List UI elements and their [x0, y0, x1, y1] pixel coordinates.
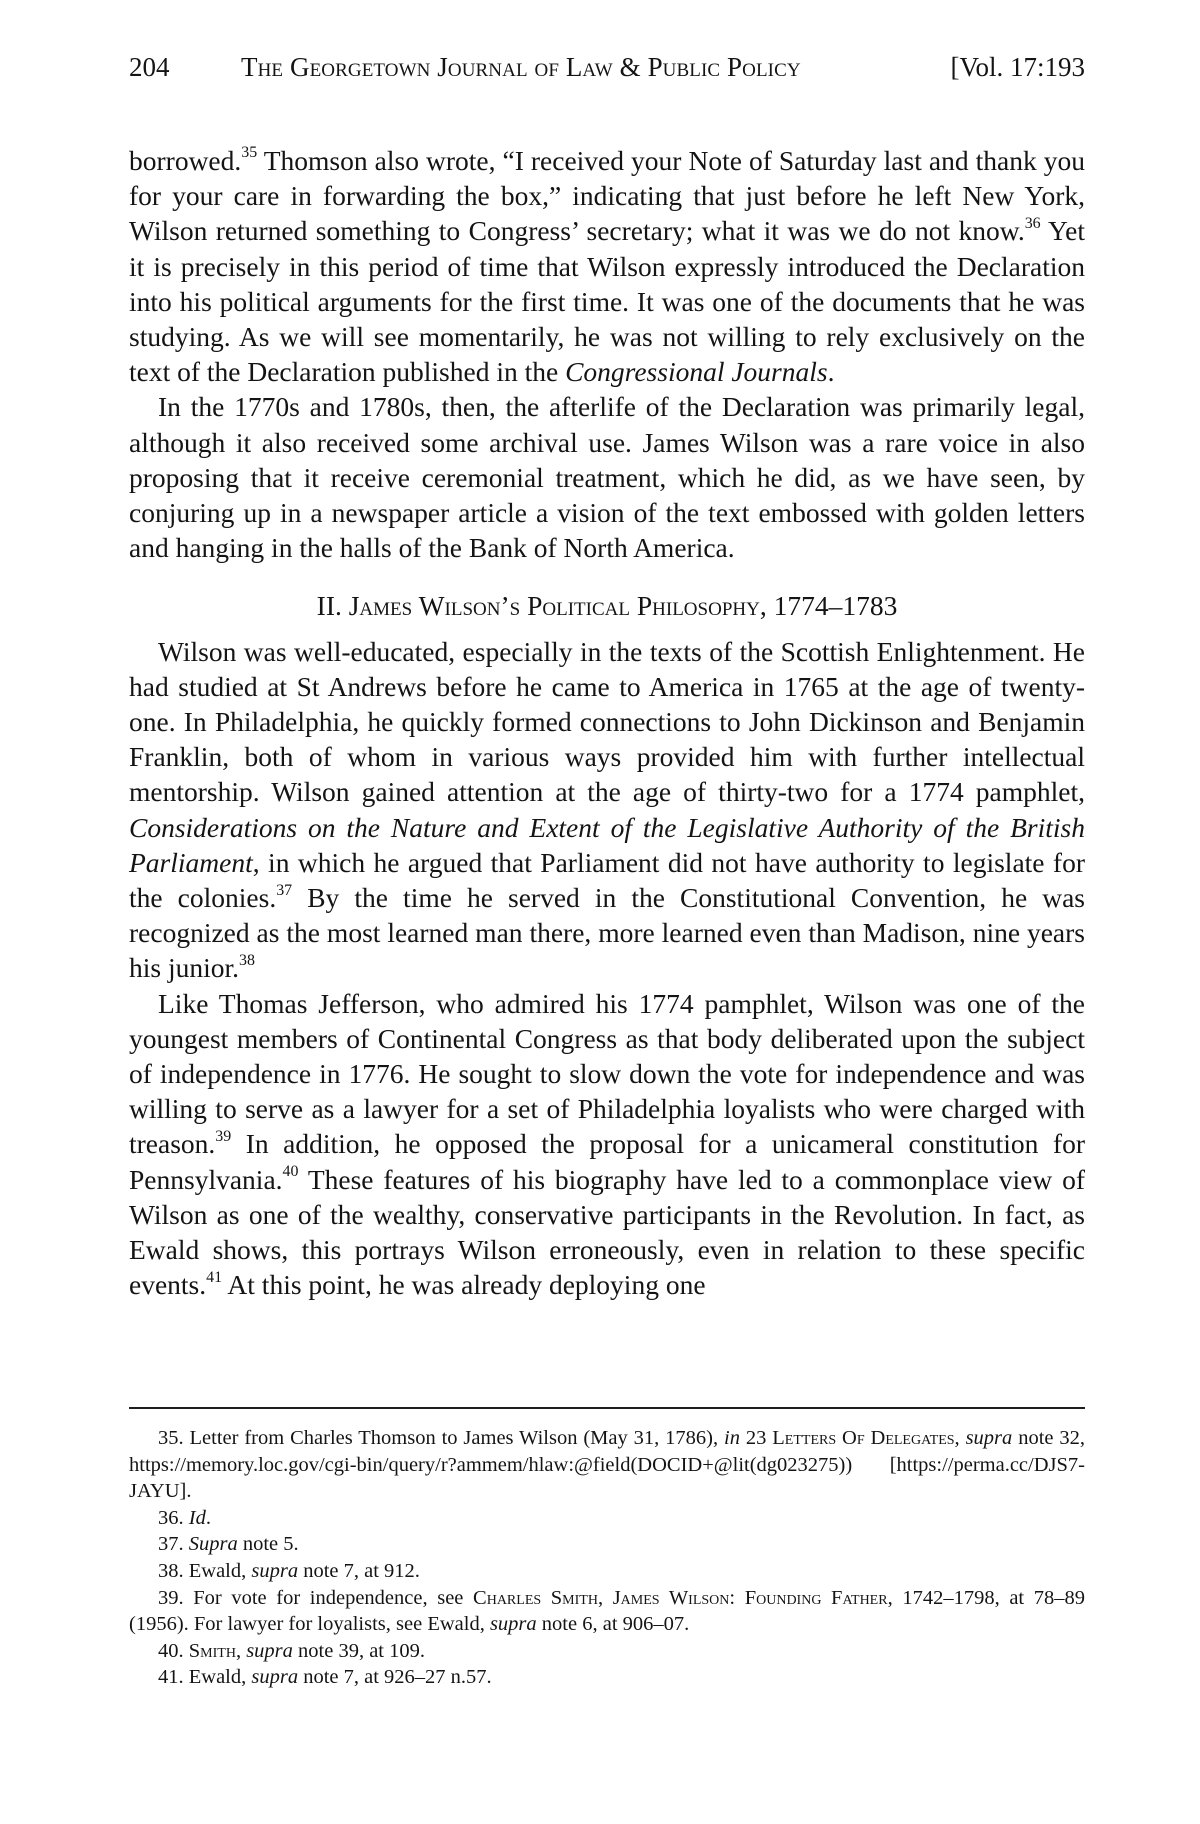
text-span: At this point, he was already deploying one — [222, 1269, 706, 1301]
footnote-38 — [129, 1558, 1085, 1585]
volume-citation: [Vol. 17:193 — [950, 52, 1085, 82]
footnote-ref-39[interactable]: 39 — [215, 1127, 232, 1145]
text-span: . — [205, 1506, 211, 1529]
italic-title: Congressional Journals — [565, 356, 828, 388]
signal-italic: supra — [246, 1639, 293, 1662]
paragraph: In the 1770s and 1780s, then, the afterlife of the Declaration was primarily legal, although it also received some archival use. James Wilson was a rare voice in also proposing that it receive ceremonial treatment, which he did, as we have seen, by conjuring up in a newspaper article a vision of the text embossed with golden letters and hanging in the halls of the Bank of North America. — [129, 391, 1085, 564]
text-span: By the time he served in the Constitutional Convention, he was recognized as the most learned man there, more learned even than Madison, nine years his junior. — [129, 882, 1085, 984]
text-span: Ewald, — [183, 1559, 252, 1582]
text-span: Wilson was well-educated, especially in the texts of the Scottish Enlightenment. He had studied at St Andrews before he came to America in 1765 at the age of twenty-one. In Philadelphia, he quickly formed connections to John Dickinson and Benjamin Franklin, both of whom in various ways provided him with further intellectual mentorship. Wilson gained attention at the age of thirty-two for a 1774 pamphlet, — [129, 635, 1085, 808]
text-span: borrowed. — [129, 145, 242, 176]
text-span: , — [235, 1639, 247, 1662]
footnote-ref-36[interactable]: 36 — [1024, 214, 1041, 232]
paragraph — [129, 986, 1085, 1303]
footnote-ref-37[interactable]: 37 — [276, 881, 293, 899]
signal-italic: supra — [251, 1666, 299, 1689]
text-span: , — [954, 1427, 966, 1449]
footnote-number: 39. — [158, 1586, 184, 1609]
text-span: , in which he argued that Parliament did not have authority to legislate for the colonies. — [129, 846, 1085, 914]
text-span: note 5. — [237, 1533, 299, 1556]
text-span: Thomson also wrote, “I received your Note of Saturday last and thank you for your care in forwarding the box,” indicating that just before he left New York, Wilson returned something to Congress’ secretary; what it was we do not know. — [129, 145, 1085, 247]
section-heading — [129, 588, 1085, 623]
footnote-number: 36. — [158, 1506, 184, 1529]
footnote-37 — [129, 1531, 1085, 1558]
footnote-40 — [129, 1638, 1085, 1665]
footnote-39 — [129, 1585, 1085, 1638]
signal-italic: supra — [489, 1613, 537, 1636]
text-span: Letter from Charles Thomson to James Wilson (May 31, 1786), — [183, 1427, 725, 1449]
text-span: 23 — [739, 1427, 773, 1449]
journal-title: The Georgetown Journal of Law & Public Policy — [241, 52, 801, 82]
body-text — [129, 143, 1085, 1303]
signal-italic: Supra — [188, 1533, 238, 1556]
source-title: Letters Of Delegates — [772, 1427, 955, 1449]
text-span: Like Thomas Jefferson, who admired his 1774 pamphlet, Wilson was one of the youngest members of Continental Congress as that body deliberated upon the subject of independence in 1776. He sought to slow down the vote for independence and was willing to serve as a lawyer for a set of Philadelphia loyalists who were charged with treason. — [129, 987, 1085, 1160]
footnote-41 — [129, 1664, 1085, 1691]
text-span: For vote for independence, see — [183, 1586, 474, 1609]
signal-italic: Id — [188, 1506, 206, 1529]
signal-italic: supra — [251, 1559, 299, 1582]
text-span: Yet it is precisely in this period of time that Wilson expressly introduced the Declaration into his political arguments for the first time. It was one of the documents that he was studying. As we will see momentarily, he was not willing to rely exclusively on the text of the Declaration published in the — [129, 215, 1085, 388]
footnotes — [129, 1425, 1085, 1691]
text-span: Ewald, — [183, 1666, 252, 1689]
text-span: note 7, at 912. — [298, 1559, 420, 1582]
section-years: , 1774–1783 — [759, 590, 898, 622]
text-span: These features of his biography have led to a commonplace view of Wilson as one of the wealthy, conservative participants in the Revolution. In fact, as Ewald shows, this portrays Wilson erroneously, even in relation to these specific events. — [129, 1163, 1085, 1301]
text-span: In addition, he opposed the proposal for a unicameral constitution for Pennsylvania. — [129, 1128, 1085, 1195]
text-span: note 7, at 926–27 n.57. — [298, 1666, 492, 1689]
paragraph-continued — [129, 143, 1085, 389]
text-span: note 6, at 906–07. — [536, 1613, 690, 1636]
section-numeral: II. — [316, 590, 349, 622]
section-title: James Wilson’s Political Philosophy — [348, 590, 760, 622]
footnote-ref-40[interactable]: 40 — [282, 1163, 299, 1181]
signal-italic: supra — [965, 1427, 1013, 1449]
footnote-number: 40. — [158, 1639, 184, 1662]
footnote-link-text: note 32, https://memory.loc.gov/cgi-bin/query/r?ammem/hlaw:@field(DOCID+@lit(dg023275)) [https://perma.cc/DJS7-JAYU]. — [129, 1427, 1086, 1503]
footnote-number: 37. — [158, 1533, 184, 1556]
footnote-number: 38. — [158, 1559, 184, 1582]
page-number: 204 — [129, 52, 170, 82]
footnote-ref-35[interactable]: 35 — [241, 144, 258, 162]
text-span: , 1742–1798, at 78–89 (1956). For lawyer for loyalists, see Ewald, — [129, 1586, 1085, 1636]
source-title: Charles Smith, James Wilson: Founding Father — [473, 1586, 888, 1609]
footnote-number: 35. — [158, 1427, 184, 1449]
source-title: Smith — [188, 1639, 236, 1662]
footnote-divider — [129, 1407, 1085, 1409]
text-span: note 39, at 109. — [292, 1639, 425, 1662]
footnote-ref-38[interactable]: 38 — [239, 951, 255, 969]
italic-title: Considerations on the Nature and Extent of the Legislative Authority of the British Parliament — [129, 811, 1085, 878]
signal-italic: in — [724, 1427, 740, 1449]
footnote-ref-41[interactable]: 41 — [206, 1268, 223, 1286]
footnote-number: 41. — [158, 1666, 184, 1689]
footnote-35 — [129, 1425, 1085, 1505]
footnote-36 — [129, 1505, 1085, 1532]
text-span: . — [827, 356, 835, 388]
paragraph — [129, 634, 1085, 986]
